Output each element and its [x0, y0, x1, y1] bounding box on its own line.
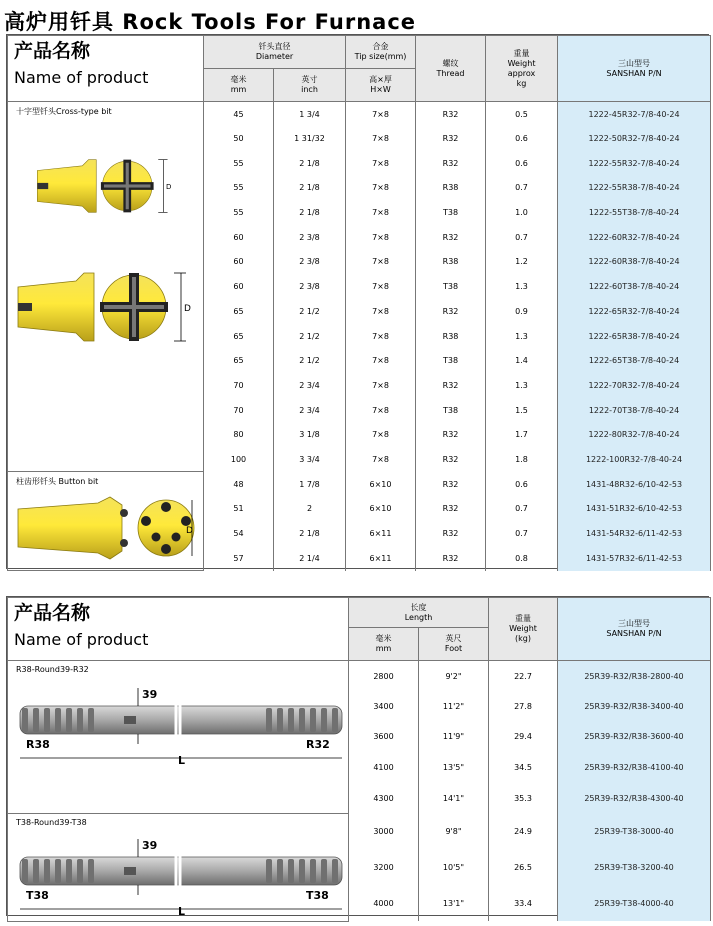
rod-model-header-en: SANSHAN P/N — [606, 629, 662, 638]
rod-weight-cell: 22.7 — [489, 661, 558, 692]
mm-cell: 100 — [204, 447, 274, 472]
length-mm-cell: 3600 — [349, 722, 419, 753]
cross-bit-image-large — [16, 267, 195, 347]
weight-cell: 0.7 — [486, 521, 558, 546]
thread-cell: R32 — [416, 472, 486, 497]
weight-header — [486, 36, 558, 102]
thread-header — [416, 36, 486, 102]
rod2-image — [16, 833, 340, 917]
mm-cell: 50 — [204, 126, 274, 151]
weight-cell: 1.0 — [486, 200, 558, 225]
inch-cell: 2 1/2 — [274, 299, 346, 324]
thread-cell: R38 — [416, 324, 486, 349]
thread-cell: R32 — [416, 422, 486, 447]
rod-model-header-cn: 三山型号 — [618, 619, 650, 628]
model-header — [558, 36, 711, 102]
model-cell: 1222-55R38-7/8-40-24 — [558, 176, 711, 201]
button-bit-product-cell — [8, 472, 204, 571]
length-foot-cell: 9'2" — [419, 661, 489, 692]
inch-cell: 1 3/4 — [274, 102, 346, 127]
weight-cell: 0.6 — [486, 151, 558, 176]
rod1-image — [16, 682, 340, 766]
mm-cell: 54 — [204, 521, 274, 546]
rod-model-cell: 25R39-R32/R38-4300-40 — [558, 783, 711, 814]
weight-cell: 0.7 — [486, 497, 558, 522]
model-cell: 1222-65R32-7/8-40-24 — [558, 299, 711, 324]
model-cell: 1222-60R32-7/8-40-24 — [558, 225, 711, 250]
tip-header-en: Tip size(mm) — [354, 52, 407, 61]
mm-cell: 60 — [204, 225, 274, 250]
hw-header-en: H×W — [370, 85, 391, 94]
mm-cell: 51 — [204, 497, 274, 522]
model-cell: 1222-60R38-7/8-40-24 — [558, 250, 711, 275]
model-cell: 1222-55T38-7/8-40-24 — [558, 200, 711, 225]
tip-cell: 7×8 — [346, 447, 416, 472]
weight-cell: 0.7 — [486, 225, 558, 250]
rod-product-name-cn: 产品名称 — [14, 602, 91, 624]
length-mm-cell: 3200 — [349, 849, 419, 885]
thread-cell: R32 — [416, 521, 486, 546]
length-foot-cell: 9'8" — [419, 813, 489, 849]
rod-mm-header-en: mm — [375, 644, 392, 653]
table-row — [8, 472, 711, 497]
cross-bit-drawing — [16, 267, 192, 347]
mm-cell: 55 — [204, 151, 274, 176]
product-name-cn: 产品名称 — [14, 40, 91, 62]
weight-cell: 1.3 — [486, 373, 558, 398]
inch-cell: 3 1/8 — [274, 422, 346, 447]
rod-drawing — [16, 833, 346, 917]
tip-header-cn: 合金 — [372, 42, 389, 51]
model-cell: 1222-80R32-7/8-40-24 — [558, 422, 711, 447]
mm-cell: 45 — [204, 102, 274, 127]
model-cell: 1222-50R32-7/8-40-24 — [558, 126, 711, 151]
length-header-cn: 长度 — [410, 602, 427, 612]
rod-model-cell: 25R39-T38-3200-40 — [558, 849, 711, 885]
model-cell: 1222-100R32-7/8-40-24 — [558, 447, 711, 472]
rod-mm-header-cn: 毫米 — [375, 634, 392, 643]
rod-weight-cell: 29.4 — [489, 722, 558, 753]
mm-header-cn: 毫米 — [230, 75, 247, 84]
model-header-en: SANSHAN P/N — [606, 68, 662, 78]
tip-cell: 7×8 — [346, 422, 416, 447]
weight-cell: 1.3 — [486, 274, 558, 299]
rod-weight-cell: 34.5 — [489, 752, 558, 783]
rod-model-cell: 25R39-T38-3000-40 — [558, 813, 711, 849]
mm-cell: 48 — [204, 472, 274, 497]
rod-model-cell: 25R39-T38-4000-40 — [558, 885, 711, 921]
inch-cell: 1 7/8 — [274, 472, 346, 497]
table-row — [8, 102, 711, 127]
tip-cell: 7×8 — [346, 151, 416, 176]
svg-text:L: L — [178, 904, 186, 917]
tip-cell: 6×10 — [346, 472, 416, 497]
tip-cell: 7×8 — [346, 200, 416, 225]
diameter-header-en: Diameter — [255, 52, 294, 61]
rod-model-cell: 25R39-R32/R38-2800-40 — [558, 661, 711, 692]
inch-cell: 3 3/4 — [274, 447, 346, 472]
foot-header-cn: 英尺 — [445, 634, 462, 643]
length-foot-cell: 11'2" — [419, 691, 489, 722]
length-foot-cell: 14'1" — [419, 783, 489, 814]
inch-cell: 2 3/4 — [274, 373, 346, 398]
table-row — [8, 813, 711, 849]
diameter-header — [204, 36, 346, 69]
thread-cell: T38 — [416, 200, 486, 225]
mm-cell: 55 — [204, 200, 274, 225]
thread-header-en: Thread — [436, 68, 465, 78]
table-row — [8, 661, 711, 692]
tip-cell: 7×8 — [346, 126, 416, 151]
mm-cell: 60 — [204, 274, 274, 299]
svg-text:R38: R38 — [26, 738, 50, 751]
rod-weight-header-en: Weight — [509, 624, 537, 633]
button-bit-label: 柱齿形钎头 Button bit — [16, 477, 99, 487]
tip-cell: 7×8 — [346, 299, 416, 324]
svg-text:T38: T38 — [26, 888, 49, 902]
length-foot-cell: 13'1" — [419, 885, 489, 921]
inch-cell: 2 3/4 — [274, 398, 346, 423]
length-mm-cell: 4100 — [349, 752, 419, 783]
model-cell: 1222-70R32-7/8-40-24 — [558, 373, 711, 398]
model-cell: 1222-60T38-7/8-40-24 — [558, 274, 711, 299]
tip-cell: 7×8 — [346, 398, 416, 423]
inch-header-en: inch — [301, 85, 318, 94]
thread-cell: T38 — [416, 348, 486, 373]
model-cell: 1222-65R38-7/8-40-24 — [558, 324, 711, 349]
svg-text:T38: T38 — [306, 888, 329, 902]
inch-cell: 2 1/2 — [274, 324, 346, 349]
mm-header — [204, 69, 274, 102]
cross-bit-drawing — [16, 155, 192, 217]
rod-model-header — [558, 598, 711, 661]
inch-cell: 2 1/2 — [274, 348, 346, 373]
model-cell: 1222-45R32-7/8-40-24 — [558, 102, 711, 127]
weight-header-cn: 重量 — [513, 48, 530, 58]
inch-cell: 1 31/32 — [274, 126, 346, 151]
model-cell: 1431-57R32-6/11-42-53 — [558, 546, 711, 571]
tip-cell: 6×11 — [346, 546, 416, 571]
inch-cell: 2 1/8 — [274, 176, 346, 201]
rod-weight-cell: 35.3 — [489, 783, 558, 814]
cross-bit-label: 十字型钎头Cross-type bit — [16, 107, 112, 116]
tip-cell: 6×11 — [346, 521, 416, 546]
length-foot-cell: 10'5" — [419, 849, 489, 885]
product-name-header — [8, 36, 204, 102]
rod-mm-header — [349, 628, 419, 661]
length-mm-cell: 2800 — [349, 661, 419, 692]
inch-cell: 2 3/8 — [274, 250, 346, 275]
mm-cell: 70 — [204, 398, 274, 423]
weight-cell: 0.8 — [486, 546, 558, 571]
mm-cell: 55 — [204, 176, 274, 201]
model-header-cn: 三山型号 — [618, 58, 651, 68]
cross-bit-image-small — [16, 155, 195, 217]
weight-cell: 0.6 — [486, 126, 558, 151]
length-foot-cell: 13'5" — [419, 752, 489, 783]
mm-cell: 65 — [204, 299, 274, 324]
weight-cell: 0.5 — [486, 102, 558, 127]
mm-cell: 65 — [204, 324, 274, 349]
page-title: 高炉用钎具 Rock Tools For Furnace — [4, 10, 417, 34]
svg-text:L: L — [178, 754, 186, 766]
rod-product-name-en: Name of product — [14, 629, 149, 649]
rod-model-cell: 25R39-R32/R38-4100-40 — [558, 752, 711, 783]
rod2-label: T38-Round39-T38 — [16, 817, 87, 827]
inch-cell: 2 1/8 — [274, 200, 346, 225]
thread-cell: R32 — [416, 151, 486, 176]
inch-header — [274, 69, 346, 102]
rod-weight-header — [489, 598, 558, 661]
tip-cell: 7×8 — [346, 274, 416, 299]
rod-spec-table — [6, 596, 709, 916]
rod-weight-cell: 33.4 — [489, 885, 558, 921]
inch-cell: 2 1/8 — [274, 521, 346, 546]
thread-cell: R32 — [416, 102, 486, 127]
rod-weight-cell: 26.5 — [489, 849, 558, 885]
tip-cell: 7×8 — [346, 250, 416, 275]
length-foot-cell: 11'9" — [419, 722, 489, 753]
thread-cell: R32 — [416, 546, 486, 571]
tip-cell: 7×8 — [346, 348, 416, 373]
svg-text:39: 39 — [142, 688, 158, 701]
weight-cell: 0.9 — [486, 299, 558, 324]
hw-header-cn: 高×厚 — [369, 75, 392, 84]
inch-cell: 2 3/8 — [274, 274, 346, 299]
button-bit-drawing — [16, 493, 196, 563]
thread-cell: R32 — [416, 373, 486, 398]
thread-cell: R32 — [416, 126, 486, 151]
weight-cell: 0.6 — [486, 472, 558, 497]
diameter-header-cn: 钎头直径 — [258, 42, 291, 51]
bit-spec-table — [6, 34, 709, 569]
model-cell: 1431-54R32-6/11-42-53 — [558, 521, 711, 546]
rod-weight-header-unit: (kg) — [515, 634, 531, 643]
length-mm-cell: 4300 — [349, 783, 419, 814]
rod-drawing — [16, 682, 346, 766]
button-bit-image — [16, 493, 195, 563]
tip-cell: 6×10 — [346, 497, 416, 522]
rod-weight-cell: 27.8 — [489, 691, 558, 722]
foot-header-en: Foot — [444, 644, 463, 653]
dim-d-label: D — [166, 183, 172, 192]
weight-cell: 1.7 — [486, 422, 558, 447]
thread-cell: R38 — [416, 250, 486, 275]
foot-header — [419, 628, 489, 661]
model-cell: 1431-48R32-6/10-42-53 — [558, 472, 711, 497]
thread-cell: R32 — [416, 299, 486, 324]
rod2-product-cell — [8, 813, 349, 921]
rod1-label: R38-Round39-R32 — [16, 665, 89, 674]
thread-cell: T38 — [416, 398, 486, 423]
tip-cell: 7×8 — [346, 176, 416, 201]
inch-cell: 2 3/8 — [274, 225, 346, 250]
dim-d-label: D — [184, 304, 191, 314]
rod1-product-cell — [8, 661, 349, 814]
tip-cell: 7×8 — [346, 373, 416, 398]
thread-header-cn: 螺纹 — [442, 58, 459, 68]
tip-size-header — [346, 36, 416, 69]
mm-cell: 65 — [204, 348, 274, 373]
mm-cell: 70 — [204, 373, 274, 398]
weight-header-unit: kg — [516, 78, 527, 88]
rod-product-name-header — [8, 598, 349, 661]
tip-cell: 7×8 — [346, 225, 416, 250]
mm-cell: 60 — [204, 250, 274, 275]
rod-model-cell: 25R39-R32/R38-3600-40 — [558, 722, 711, 753]
weight-header-en: Weight — [507, 58, 536, 68]
weight-cell: 0.7 — [486, 176, 558, 201]
svg-text:R32: R32 — [306, 738, 330, 751]
model-cell: 1222-70T38-7/8-40-24 — [558, 398, 711, 423]
weight-header-approx: approx — [507, 68, 536, 78]
model-cell: 1222-55R32-7/8-40-24 — [558, 151, 711, 176]
thread-cell: T38 — [416, 274, 486, 299]
model-cell: 1431-51R32-6/10-42-53 — [558, 497, 711, 522]
weight-cell: 1.2 — [486, 250, 558, 275]
tip-cell: 7×8 — [346, 324, 416, 349]
length-header — [349, 598, 489, 628]
weight-cell: 1.3 — [486, 324, 558, 349]
mm-cell: 80 — [204, 422, 274, 447]
dim-d-label-button: D — [186, 526, 193, 537]
thread-cell: R32 — [416, 497, 486, 522]
weight-cell: 1.8 — [486, 447, 558, 472]
inch-cell: 2 1/8 — [274, 151, 346, 176]
thread-cell: R32 — [416, 225, 486, 250]
inch-cell: 2 — [274, 497, 346, 522]
length-mm-cell: 3400 — [349, 691, 419, 722]
inch-header-cn: 英寸 — [301, 75, 318, 84]
rod-weight-cell: 24.9 — [489, 813, 558, 849]
hw-header — [346, 69, 416, 102]
weight-cell: 1.5 — [486, 398, 558, 423]
length-mm-cell: 3000 — [349, 813, 419, 849]
rod-model-cell: 25R39-R32/R38-3400-40 — [558, 691, 711, 722]
length-header-en: Length — [404, 612, 433, 622]
svg-text:39: 39 — [142, 838, 158, 852]
weight-cell: 1.4 — [486, 348, 558, 373]
mm-header-en: mm — [230, 85, 247, 94]
rod-weight-header-cn: 重量 — [515, 614, 531, 623]
thread-cell: R32 — [416, 447, 486, 472]
product-name-en: Name of product — [14, 67, 149, 87]
tip-cell: 7×8 — [346, 102, 416, 127]
thread-cell: R38 — [416, 176, 486, 201]
inch-cell: 2 1/4 — [274, 546, 346, 571]
model-cell: 1222-65T38-7/8-40-24 — [558, 348, 711, 373]
mm-cell: 57 — [204, 546, 274, 571]
length-mm-cell: 4000 — [349, 885, 419, 921]
cross-bit-product-cell — [8, 102, 204, 472]
